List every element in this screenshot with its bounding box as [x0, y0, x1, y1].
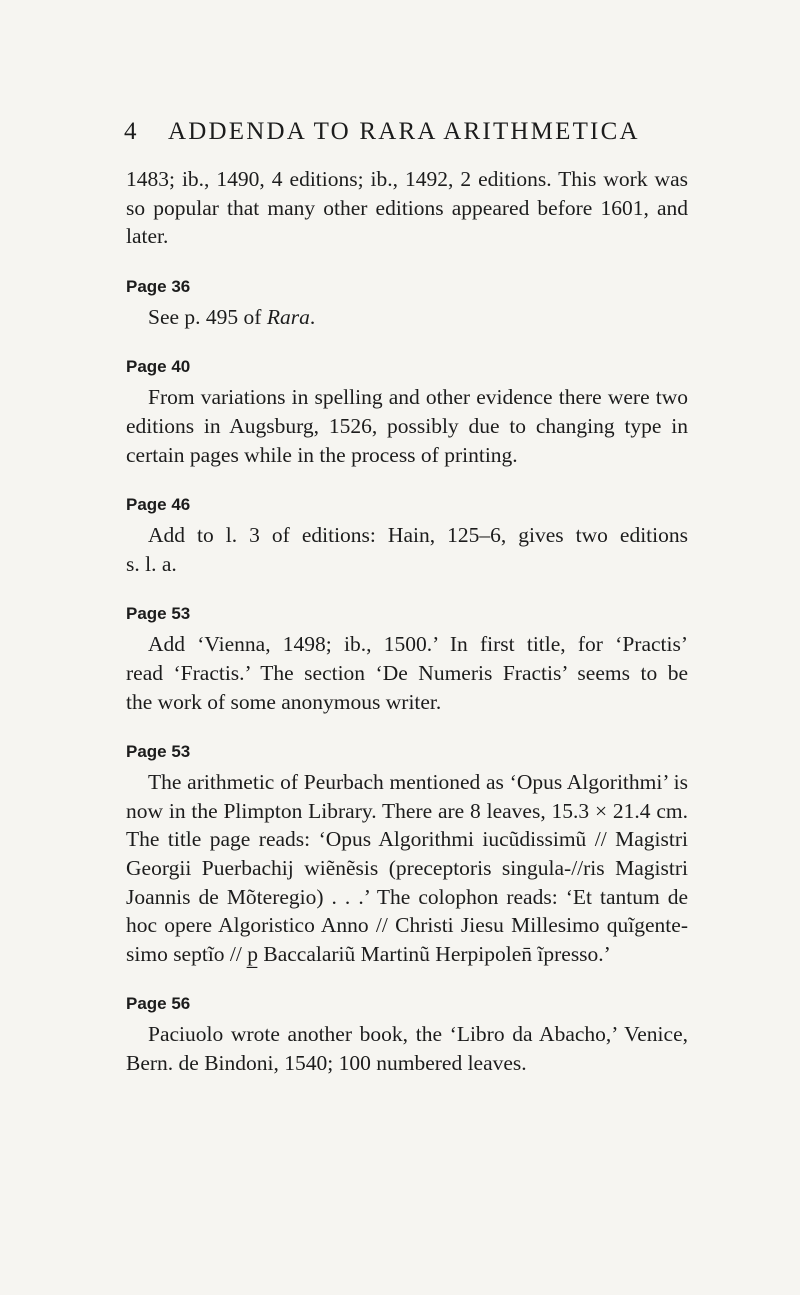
text-line: the work of some anonymous writer.: [126, 689, 442, 714]
text-line: certain pages while in the process of printing.: [126, 442, 518, 467]
section-heading: Page 36: [126, 276, 191, 296]
text-span: See p. 495 of: [148, 304, 267, 329]
text-span: .: [309, 304, 316, 329]
section-page-56: [126, 992, 688, 1077]
section-paragraph: [126, 521, 688, 578]
text-line: 1483; ib., 1490, 4 editions; ib., 1492, 2 editions. This work was: [126, 167, 688, 191]
text-line: The title page reads: ‘Opus Algorithmi iucũdissimũ // Magistri: [126, 827, 688, 852]
intro-paragraph: [126, 165, 688, 251]
running-head: [126, 112, 688, 152]
text-line: hoc opere Algoristico Anno // Christi Jiesu Millesimo quĩgente-: [126, 913, 688, 938]
section-page-36: [126, 275, 688, 332]
section-heading: Page 40: [126, 357, 191, 377]
section-heading: Page 46: [126, 495, 191, 515]
text-line: Bern. de Bindoni, 1540; 100 numbered leaves.: [126, 1050, 527, 1075]
text-line: editions in Augsburg, 1526, possibly due to changing type in: [126, 413, 688, 438]
section-page-46: [126, 493, 688, 578]
text-line: read ‘Fractis.’ The section ‘De Numeris Fractis’ seems to be: [126, 660, 688, 685]
book-page: [126, 112, 688, 1077]
text-line: Joannis de Mõteregio) . . .’ The colophon reads: ‘Et tantum de: [126, 884, 688, 909]
section-heading: Page 53: [126, 742, 191, 762]
text-line: The arithmetic of Peurbach mentioned as ‘Opus Algorithmi’ is: [148, 770, 688, 795]
text-line: From variations in spelling and other evidence there were two: [148, 385, 688, 410]
italic-title: Rara: [266, 304, 310, 329]
text-line: Georgii Puerbachij wiẽnẽsis (preceptoris singula-//ris Magistri: [126, 855, 688, 880]
text-line: now in the Plimpton Library. There are 8 leaves, 15.3 × 21.4 cm.: [126, 798, 688, 823]
text-line: Paciuolo wrote another book, the ‘Libro da Abacho,’ Venice,: [148, 1022, 688, 1047]
text-line: so popular that many other editions appeared before 1601, and: [126, 195, 688, 220]
running-title: ADDENDA TO RARA ARITHMETICA: [168, 118, 640, 145]
section-page-53: [126, 602, 688, 716]
section-paragraph: [126, 630, 688, 716]
section-heading: Page 56: [126, 994, 191, 1014]
section-paragraph: [126, 1020, 688, 1077]
section-heading: Page 53: [126, 604, 191, 624]
text-line: s. l. a.: [126, 551, 177, 576]
section-page-53-peurbach: [126, 740, 688, 968]
section-paragraph: [126, 303, 688, 332]
text-line: simo septĩo // p̲ Baccalariũ Martinũ Herpipolen̄ ĩpresso.’: [126, 941, 611, 966]
section-paragraph: [126, 383, 688, 469]
section-page-40: [126, 355, 688, 469]
text-line: Add to l. 3 of editions: Hain, 125–6, gives two editions: [148, 523, 688, 548]
text-line: Add ‘Vienna, 1498; ib., 1500.’ In first title, for ‘Practis’: [148, 632, 688, 657]
page-number: 4: [124, 118, 139, 145]
text-line: later.: [126, 224, 169, 249]
section-paragraph: [126, 768, 688, 968]
